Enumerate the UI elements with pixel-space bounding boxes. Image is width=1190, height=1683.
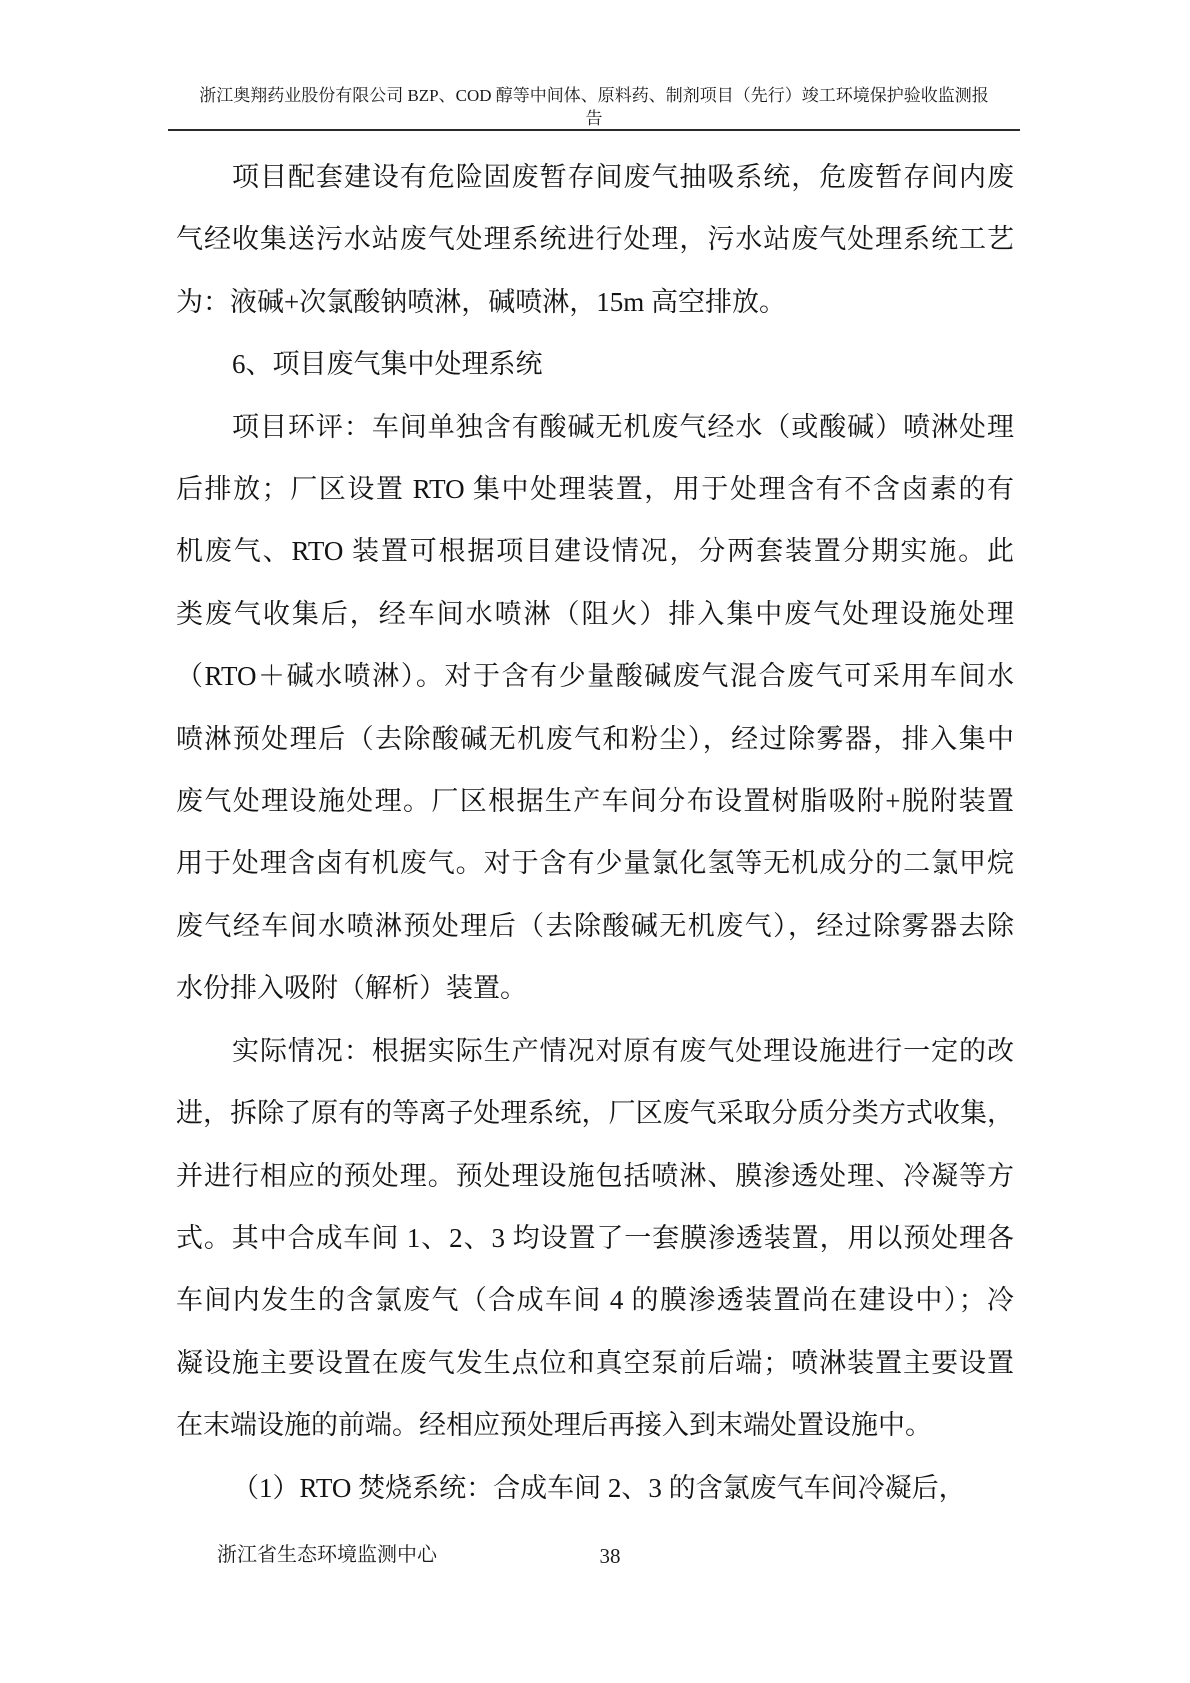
header-title-line2: 告 [585, 109, 603, 128]
body-line: 并进行相应的预处理。预处理设施包括喷淋、膜渗透处理、冷凝等方 [176, 1160, 1014, 1191]
footer-organization: 浙江省生态环境监测中心 [217, 1544, 437, 1566]
body-line: 后排放；厂区设置 RTO 集中处理装置，用于处理含有不含卤素的有 [176, 474, 1014, 505]
body-line: 废气经车间水喷淋预处理后（去除酸碱无机废气），经过除雾器去除 [176, 910, 1014, 941]
body-line: 用于处理含卤有机废气。对于含有少量氯化氢等无机成分的二氯甲烷 [176, 848, 1014, 879]
body-line: （1）RTO 焚烧系统：合成车间 2、3 的含氯废气车间冷凝后， [232, 1472, 966, 1503]
body-line: 车间内发生的含氯废气（合成车间 4 的膜渗透装置尚在建设中）；冷 [176, 1285, 1014, 1316]
body-line: 类废气收集后，经车间水喷淋（阻火）排入集中废气处理设施处理 [176, 598, 1014, 629]
body-line: 喷淋预处理后（去除酸碱无机废气和粉尘），经过除雾器，排入集中 [176, 723, 1014, 754]
body-line: 为：液碱+次氯酸钠喷淋，碱喷淋，15m 高空排放。 [176, 286, 786, 317]
body-line: 凝设施主要设置在废气发生点位和真空泵前后端；喷淋装置主要设置 [176, 1347, 1014, 1378]
body-line: 在末端设施的前端。经相应预处理后再接入到末端处置设施中。 [176, 1410, 932, 1441]
body-line: 气经收集送污水站废气处理系统进行处理，污水站废气处理系统工艺 [176, 224, 1014, 255]
header-title-line1: 浙江奥翔药业股份有限公司 BZP、COD 醇等中间体、原料药、制剂项目（先行）竣工环境保护验收监测报 [199, 86, 989, 105]
section-heading: 6、项目废气集中处理系统 [232, 349, 543, 380]
body-line: 废气处理设施处理。厂区根据生产车间分布设置树脂吸附+脱附装置 [176, 786, 1014, 817]
body-line: 水份排入吸附（解析）装置。 [176, 973, 527, 1004]
body-line: （RTO＋碱水喷淋）。对于含有少量酸碱废气混合废气可采用车间水 [176, 661, 1014, 692]
footer-page-number: 38 [599, 1544, 621, 1568]
body-line: 进，拆除了原有的等离子处理系统，厂区废气采取分质分类方式收集， [176, 1098, 1014, 1129]
body-line: 项目配套建设有危险固废暂存间废气抽吸系统，危废暂存间内废 [232, 162, 1014, 192]
body-line: 项目环评：车间单独含有酸碱无机废气经水（或酸碱）喷淋处理 [232, 411, 1014, 442]
document-body [176, 146, 1014, 1519]
body-line: 式。其中合成车间 1、2、3 均设置了一套膜渗透装置，用以预处理各 [176, 1222, 1014, 1253]
header-divider [168, 129, 1020, 131]
page-header [168, 84, 1020, 130]
body-line: 机废气、RTO 装置可根据项目建设情况，分两套装置分期实施。此 [176, 536, 1014, 567]
body-line: 实际情况：根据实际生产情况对原有废气处理设施进行一定的改 [232, 1035, 1014, 1066]
